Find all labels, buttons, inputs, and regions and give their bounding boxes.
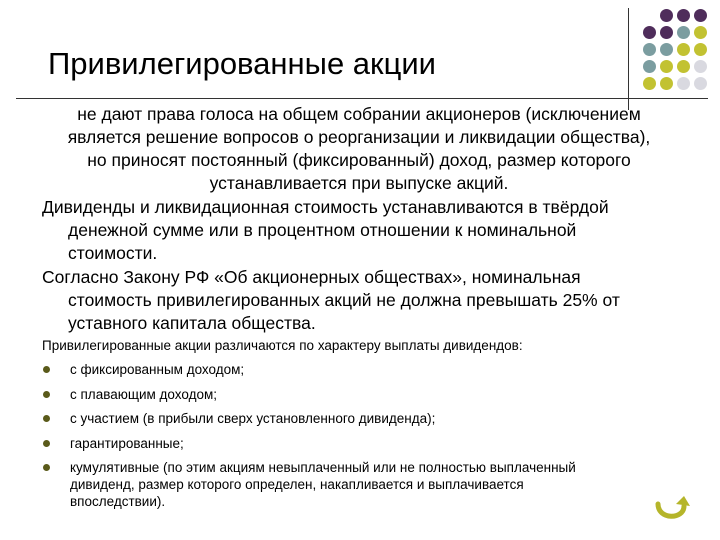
paragraph-voting-rights: [64, 103, 654, 195]
decorative-dot-grid: [643, 9, 713, 109]
bullet-icon: [43, 464, 50, 471]
slide-title: Привилегированные акции: [48, 46, 436, 81]
paragraph-law: [42, 266, 662, 335]
paragraph-line: является решение вопросов о реорганизации и ликвидации общества),: [67, 127, 651, 147]
decorative-dot: [694, 26, 707, 39]
list-item: [42, 410, 576, 427]
decorative-dot: [677, 43, 690, 56]
list-item: [42, 459, 576, 510]
decorative-dot: [643, 26, 656, 39]
paragraph-line: уставного капитала общества.: [68, 313, 316, 333]
decorative-dot: [643, 60, 656, 73]
list-item-text: с участием (в прибыли сверх установленного дивиденда);: [70, 411, 436, 426]
decorative-dot: [677, 9, 690, 22]
list-item-text: с плавающим доходом;: [70, 386, 217, 402]
bullet-icon: [43, 415, 50, 422]
decorative-dot: [694, 77, 707, 90]
paragraph-line: денежной сумме или в процентном отношении к номинальной: [68, 220, 577, 240]
decorative-dot: [677, 26, 690, 39]
decorative-dot: [643, 77, 656, 90]
paragraph-dividends: [42, 196, 662, 265]
paragraph-line: устанавливается при выпуске акций.: [209, 173, 509, 193]
decorative-dot: [643, 43, 656, 56]
return-nav-button[interactable]: [650, 490, 692, 526]
title-divider-line: [16, 98, 708, 99]
decorative-dot: [660, 60, 673, 73]
paragraph-line: Дивиденды и ликвидационная стоимость устанавливаются в твёрдой: [42, 197, 609, 217]
decorative-dot: [694, 43, 707, 56]
decorative-dot: [694, 9, 707, 22]
bullet-icon: [43, 440, 50, 447]
decorative-dot: [660, 26, 673, 39]
paragraph-line: стоимости.: [68, 243, 158, 263]
paragraph-line: стоимость привилегированных акций не должна превышать 25% от: [68, 290, 620, 310]
decorative-dot: [677, 77, 690, 90]
curved-return-arrow-icon: [650, 490, 692, 526]
decorative-dot: [660, 9, 673, 22]
list-item-text: кумулятивные (по этим акциям невыплаченный или не полностью выплаченный: [70, 460, 576, 475]
bullet-icon: [43, 391, 50, 398]
decorative-dot: [694, 60, 707, 73]
paragraph-line: но приносят постоянный (фиксированный) доход, размер которого: [87, 150, 631, 170]
paragraph-line: Согласно Закону РФ «Об акционерных обществах», номинальная: [42, 267, 581, 287]
list-item-text: дивиденд, размер которого определен, накапливается и выплачивается: [70, 477, 524, 492]
types-list: [42, 361, 576, 518]
list-item-text: впоследствии).: [70, 494, 166, 509]
types-intro: Привилегированные акции различаются по характеру выплаты дивидендов:: [42, 338, 523, 353]
decorative-dot: [660, 43, 673, 56]
decorative-vertical-line: [628, 8, 629, 110]
list-item-text: с фиксированным доходом;: [70, 362, 245, 377]
list-item: [42, 361, 576, 378]
list-item: [42, 435, 576, 452]
decorative-dot: [677, 60, 690, 73]
list-item-text: гарантированные;: [70, 435, 184, 451]
paragraph-line: не дают права голоса на общем собрании акционеров (исключением: [77, 104, 641, 124]
list-item: [42, 386, 576, 403]
bullet-icon: [43, 366, 50, 373]
decorative-dot: [660, 77, 673, 90]
